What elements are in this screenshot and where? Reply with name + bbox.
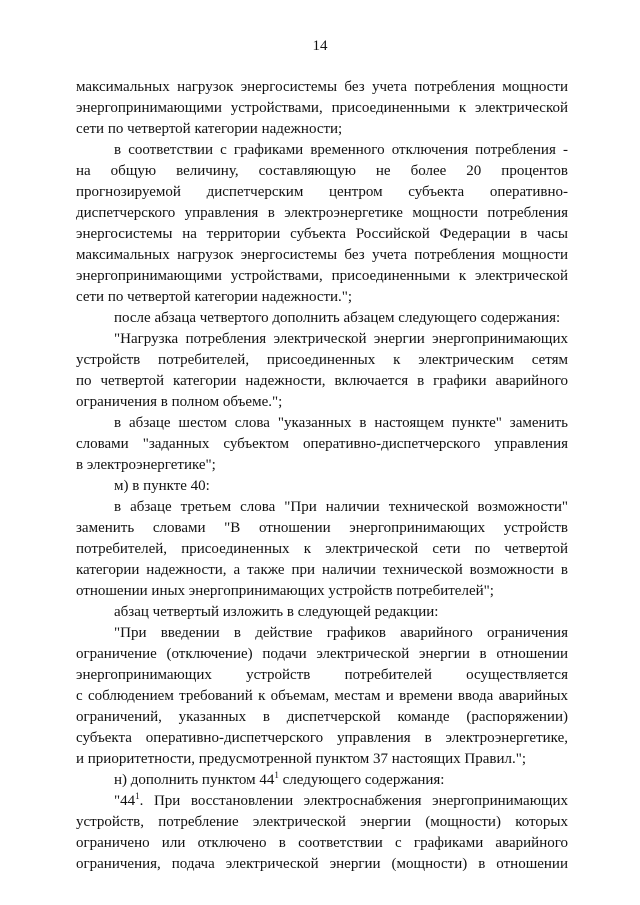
text-line: заменить словами "В отношении энергопринимающих устройств xyxy=(76,520,568,536)
text-line: "$44^1$. При восстановлении электроснабжения энергопринимающих xyxy=(114,791,568,809)
text-line: категории надежности, а также при наличии технической возможности в xyxy=(76,562,568,578)
text-line: в соответствии с графиками временного отключения потребления - xyxy=(114,142,568,158)
text-line: потребителей, присоединенных к электрической сети по четвертой xyxy=(76,541,568,557)
text-line: "При введении в действие графиков аварийного ограничения xyxy=(114,625,568,641)
text-line: отношении иных энергопринимающих устройств потребителей"; xyxy=(76,583,494,599)
text-line: абзац четвертый изложить в следующей редакции: xyxy=(114,604,439,620)
text-line: словами "заданных субъектом оперативно-диспетчерского управления xyxy=(76,436,568,452)
text-line: сети по четвертой категории надежности."; xyxy=(76,289,353,305)
text-line: после абзаца четвертого дополнить абзацем следующего содержания: xyxy=(114,310,561,326)
text-line: в абзаце шестом слова "указанных в настоящем пункте" заменить xyxy=(114,415,568,431)
text-line: прогнозируемой диспетчерским центром субъекта оперативно- xyxy=(76,184,568,200)
text-line: по четвертой категории надежности, включается в графики аварийного xyxy=(76,373,568,389)
text-line: энергопринимающими устройствами, присоединенными к электрической xyxy=(76,268,568,284)
text-line: м) в пункте 40: xyxy=(114,478,210,494)
text-line: устройств потребителей, присоединенных к электрическим сетям xyxy=(76,352,568,368)
text-line: энергопринимающих устройств потребителей осуществляется xyxy=(76,667,568,683)
text-line: ограничения в полном объеме."; xyxy=(76,394,283,410)
text-line: энергопринимающими устройствами, присоединенными к электрической xyxy=(76,100,568,116)
text-line: н) дополнить пунктом $44^1$ следующего содержания: xyxy=(114,770,445,788)
text-line: ограничения, подача электрической энергии (мощности) в отношении xyxy=(76,856,568,872)
text-line: максимальных нагрузок энергосистемы без учета потребления мощности xyxy=(76,247,568,263)
document-body xyxy=(76,77,568,875)
page-number: 14 xyxy=(312,38,328,54)
text-line: ограничение (отключение) подачи электрической энергии в отношении xyxy=(76,646,568,662)
text-line: "Нагрузка потребления электрической энергии энергопринимающих xyxy=(114,331,568,347)
text-line: в абзаце третьем слова "При наличии технической возможности" xyxy=(114,499,568,515)
text-line: диспетчерского управления в электроэнергетике мощности потребления xyxy=(76,205,568,221)
text-line: сети по четвертой категории надежности; xyxy=(76,121,343,137)
text-line: ограничено или отключено в соответствии с графиками аварийного xyxy=(76,835,568,851)
text-line: и приоритетности, предусмотренной пунктом 37 настоящих Правил."; xyxy=(76,751,527,767)
text-line: на общую величину, составляющую не более 20 процентов xyxy=(76,163,568,179)
text-line: с соблюдением требований к объемам, местам и времени ввода аварийных xyxy=(76,688,568,704)
text-line: в электроэнергетике"; xyxy=(76,457,216,473)
text-line: субъекта оперативно-диспетчерского управления в электроэнергетике, xyxy=(76,730,568,746)
text-line: максимальных нагрузок энергосистемы без учета потребления мощности xyxy=(76,79,568,95)
text-line: устройств, потребление электрической энергии (мощности) которых xyxy=(76,814,568,830)
text-line: ограничений, указанных в диспетчерской команде (распоряжении) xyxy=(76,709,568,725)
text-line: энергосистемы на территории субъекта Российской Федерации в часы xyxy=(76,226,568,242)
